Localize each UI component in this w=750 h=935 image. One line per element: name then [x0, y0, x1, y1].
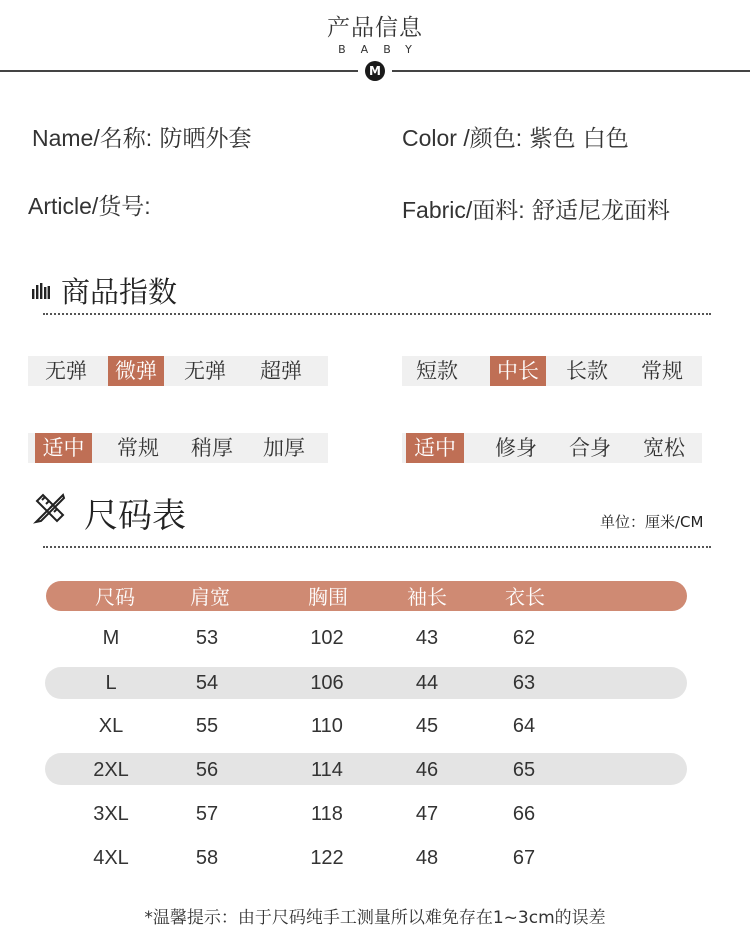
- size-section-title: 尺码表: [84, 496, 186, 536]
- size-divider: [43, 546, 711, 548]
- col-header-chest: 胸围: [308, 585, 348, 609]
- info-name: [32, 120, 251, 153]
- option-elasticity-3: 无弹: [184, 359, 226, 383]
- index-section-title: 商品指数: [61, 275, 178, 309]
- option-thickness-1: 适中: [35, 433, 92, 463]
- table-cell: 66: [512, 803, 536, 825]
- col-header-shoulder: 肩宽: [190, 585, 230, 609]
- option-length-3: 长款: [566, 359, 608, 383]
- page-subtitle: BABY: [338, 43, 427, 56]
- table-cell: 55: [195, 715, 219, 737]
- option-fit-3: 合身: [569, 436, 611, 460]
- option-thickness-2: 常规: [117, 436, 159, 460]
- color-label: Color /颜色:: [402, 125, 523, 151]
- header-divider-right: [392, 70, 750, 72]
- table-cell: 48: [415, 847, 439, 869]
- info-color: [402, 120, 629, 153]
- col-header-length: 衣长: [505, 585, 545, 609]
- table-cell: 45: [415, 715, 439, 737]
- header-badge: M: [365, 61, 385, 81]
- table-cell: L: [105, 672, 117, 694]
- header-divider-left: [0, 70, 358, 72]
- size-unit: 单位：厘米/CM: [600, 513, 704, 531]
- info-fabric: [402, 192, 670, 225]
- info-article: [28, 188, 151, 221]
- page-title: 产品信息: [327, 15, 423, 41]
- option-elasticity-1: 无弹: [45, 359, 87, 383]
- ruler-pencil-icon: [33, 491, 67, 525]
- table-cell: 110: [311, 715, 343, 737]
- option-elasticity-4: 超弹: [260, 359, 302, 383]
- index-divider: [43, 313, 711, 315]
- article-label: Article/货号:: [28, 193, 151, 219]
- option-bar-fit: [402, 433, 702, 463]
- table-cell: 46: [415, 759, 439, 781]
- table-cell: M: [102, 627, 120, 649]
- col-header-sleeve: 袖长: [407, 585, 447, 609]
- table-cell: 3XL: [93, 803, 129, 825]
- col-header-size: 尺码: [95, 585, 135, 609]
- table-cell: 44: [415, 672, 439, 694]
- table-cell: 58: [195, 847, 219, 869]
- name-value: 防晒外套: [159, 126, 252, 152]
- table-cell: 122: [310, 847, 344, 869]
- option-fit-2: 修身: [495, 436, 537, 460]
- option-bar-length: [402, 356, 702, 386]
- measurement-note: *温馨提示：由于尺码纯手工测量所以难免存在1~3cm的误差: [144, 908, 606, 928]
- option-length-4: 常规: [641, 359, 683, 383]
- bar-chart-icon: [32, 283, 50, 299]
- table-cell: 53: [195, 627, 219, 649]
- table-cell: 54: [195, 672, 219, 694]
- option-thickness-4: 加厚: [263, 436, 305, 460]
- table-cell: 62: [512, 627, 536, 649]
- option-length-2: 中长: [490, 356, 546, 386]
- option-thickness-3: 稍厚: [191, 436, 233, 460]
- table-cell: XL: [98, 715, 124, 737]
- option-length-1: 短款: [416, 359, 458, 383]
- option-elasticity-2: 微弹: [108, 356, 164, 386]
- table-cell: 114: [311, 759, 343, 781]
- name-label: Name/名称:: [32, 125, 153, 151]
- table-cell: 64: [512, 715, 536, 737]
- table-cell: 106: [310, 672, 344, 694]
- table-cell: 65: [512, 759, 536, 781]
- table-cell: 4XL: [93, 847, 129, 869]
- table-cell: 2XL: [93, 759, 129, 781]
- table-cell: 43: [415, 627, 439, 649]
- option-bar-thickness: [28, 433, 328, 463]
- option-fit-1: 适中: [406, 433, 464, 463]
- fabric-value: 舒适尼龙面料: [532, 198, 670, 224]
- table-cell: 56: [195, 759, 219, 781]
- table-cell: 57: [195, 803, 219, 825]
- fabric-label: Fabric/面料:: [402, 197, 525, 223]
- table-cell: 118: [311, 803, 343, 825]
- table-cell: 47: [415, 803, 439, 825]
- color-value: 紫色 白色: [529, 126, 629, 152]
- table-cell: 63: [512, 672, 536, 694]
- option-bar-elasticity: [28, 356, 328, 386]
- table-cell: 67: [512, 847, 536, 869]
- table-cell: 102: [310, 627, 344, 649]
- option-fit-4: 宽松: [643, 436, 685, 460]
